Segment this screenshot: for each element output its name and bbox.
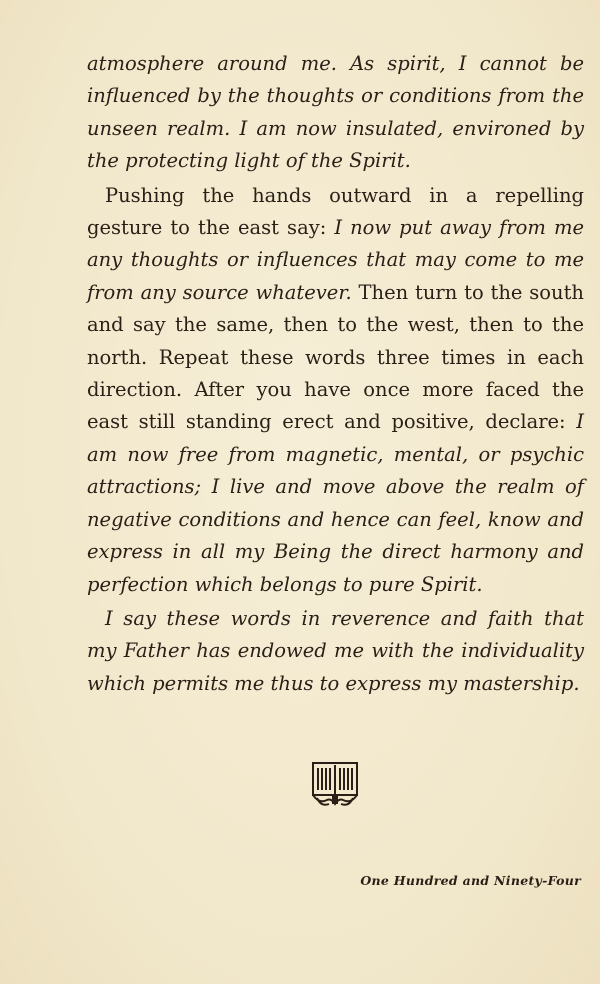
paragraph-1-text: atmosphere around me. As spirit, I cannot be influenced by the thoughts or conditions from the unseen realm. I am now insulated, environed by the protecting light of the Spirit. — [87, 52, 584, 173]
paragraph-2 — [87, 180, 584, 601]
paragraph-2-italic-2: I am now free from magnetic, mental, or psychic attractions; I live and move above the realm of negative conditions and hence can feel, know and express in all my Being the direct harmony and perfection which belongs to pure Spirit. — [87, 410, 584, 596]
paragraph-2-text-2: Then turn to the south and say the same, then to the west, then to the north. Repeat these words three times in each direction. After you have once more faced the east still standing erect and positive, declare: — [87, 280, 584, 434]
paragraph-1 — [87, 48, 584, 178]
page-number: One Hundred and Ninety-Four — [360, 873, 581, 888]
paragraph-2-text-1: Pushing the hands outward in a repelling gesture to the east say: — [87, 183, 584, 240]
page-body — [87, 48, 584, 700]
paragraph-3 — [87, 603, 584, 700]
book-ornament-icon — [309, 760, 361, 810]
paragraph-2-italic-1: I now put away from me any thoughts or influences that may come to me from any source whatever. — [87, 216, 584, 304]
paragraph-3-text: I say these words in reverence and faith that my Father has endowed me with the individuality which permits me thus to express my mastership. — [87, 606, 584, 695]
